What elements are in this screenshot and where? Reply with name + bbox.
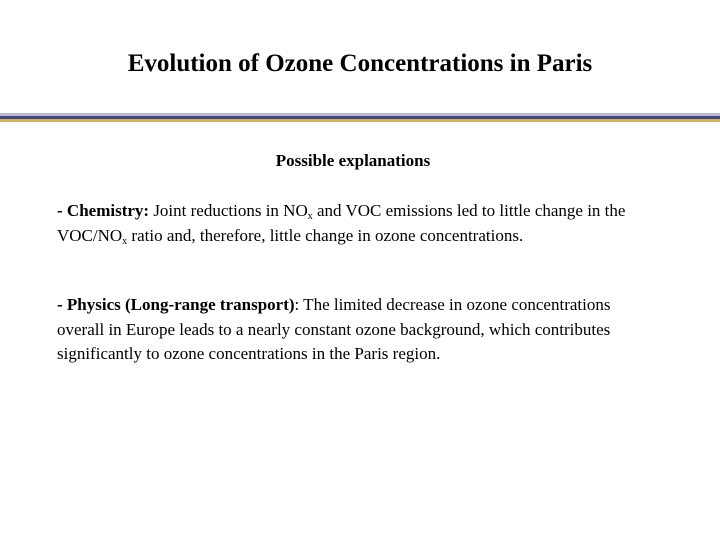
physics-explanation — [57, 293, 647, 367]
nox-subscript-b: x — [122, 235, 128, 247]
slide-title: Evolution of Ozone Concentrations in Paris — [127, 50, 593, 77]
chemistry-text-b: and VOC emissions led to little change in the VOC/NO — [57, 201, 626, 245]
chemistry-text-c: ratio and, therefore, little change in ozone concentrations. — [127, 225, 524, 245]
title-divider-gold — [0, 119, 720, 122]
physics-lead: - Physics (Long-range transport) — [57, 295, 295, 314]
physics-text: : The limited decrease in ozone concentrations overall in Europe leads to a nearly constant ozone background, which contributes significantly to ozone concentrations in the Paris region. — [57, 295, 611, 363]
chemistry-text-a: Joint reductions in NO — [149, 201, 308, 220]
section-subheading: Possible explanations — [275, 151, 431, 170]
nox-subscript-a: x — [307, 211, 313, 222]
chemistry-lead: - Chemistry: — [57, 201, 150, 220]
chemistry-explanation — [57, 199, 647, 248]
